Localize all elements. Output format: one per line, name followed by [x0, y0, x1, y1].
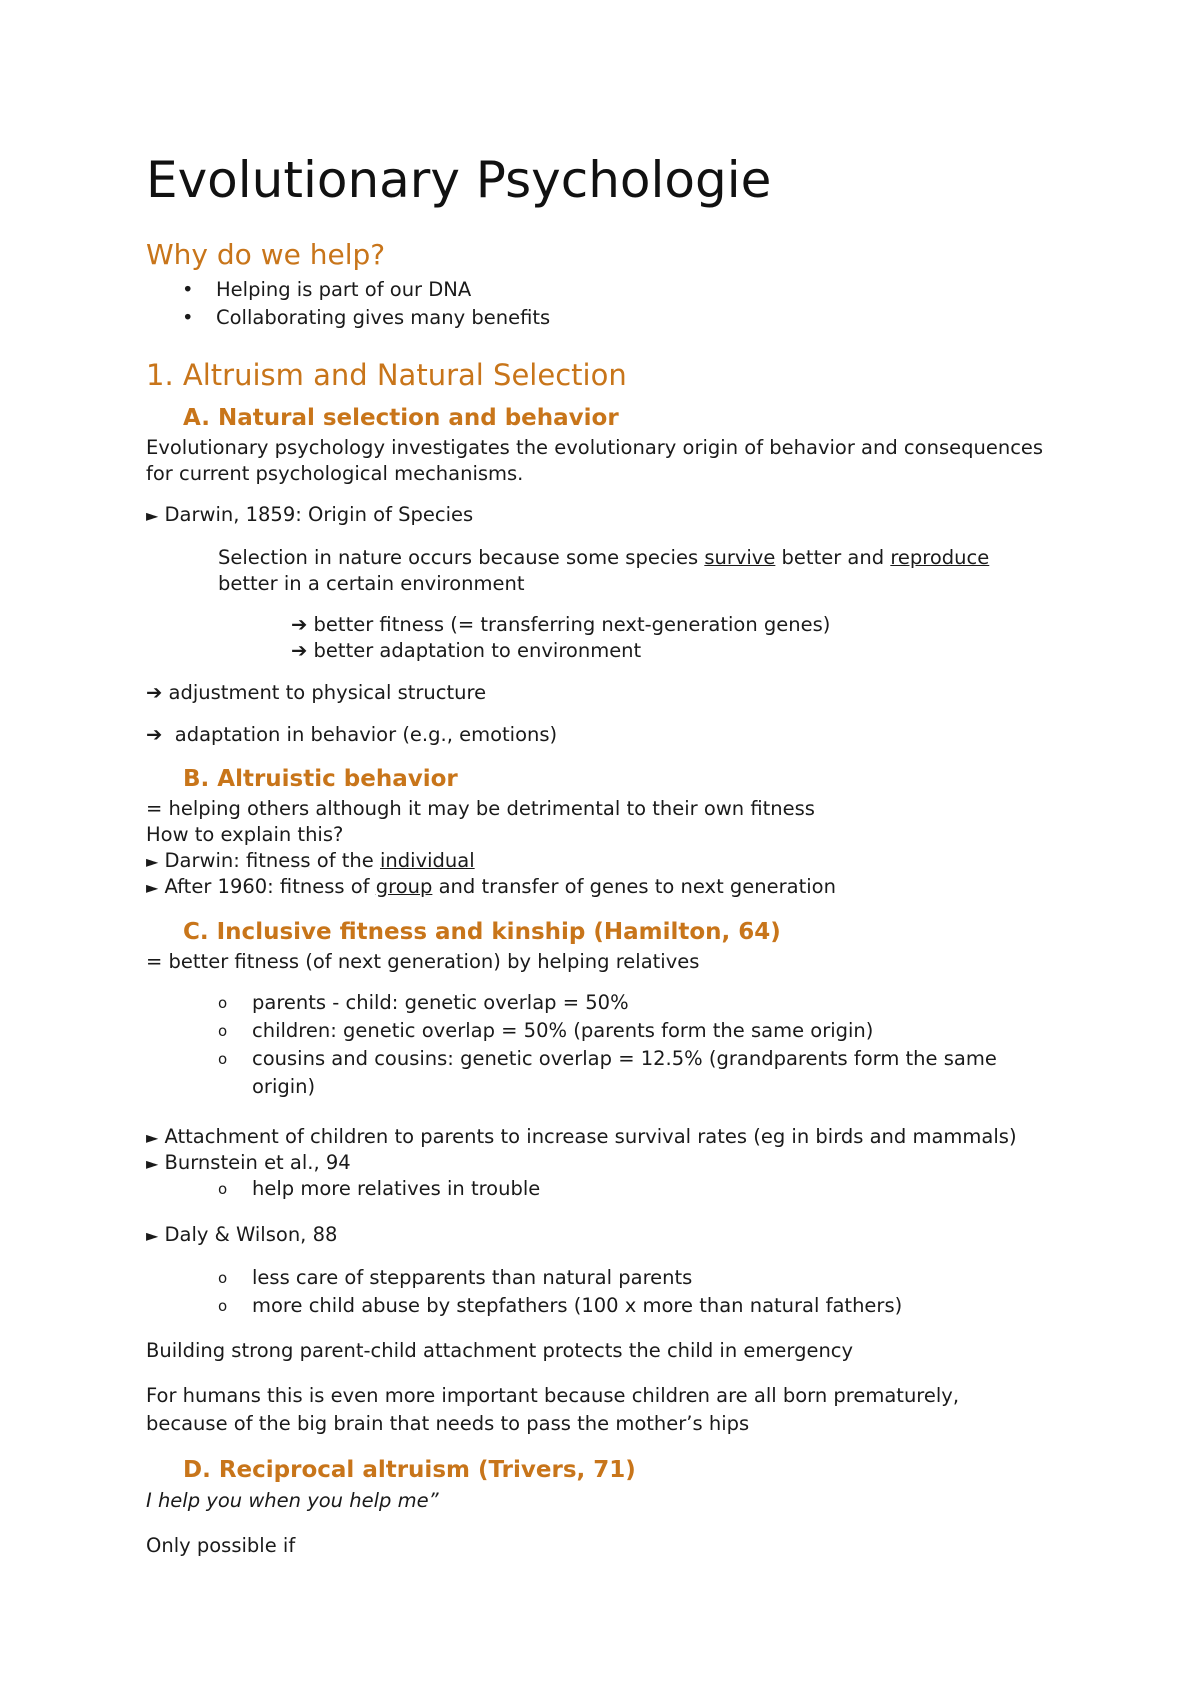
a-selection-line2: better in a certain environment: [218, 572, 525, 595]
subsection-b-heading: B. Altruistic behavior: [183, 766, 458, 792]
c-attachment-line: ► Attachment of children to parents to increase survival rates (eg in birds and mammals): [146, 1125, 1017, 1148]
c-item-1: o parents - child: genetic overlap = 50%: [218, 991, 629, 1014]
triangle-icon: ►: [146, 852, 159, 871]
bullet-icon: •: [182, 278, 194, 301]
a-intro-line2: for current psychological mechanisms.: [146, 462, 524, 485]
d-quote: I help you when you help me”: [146, 1489, 439, 1512]
b-after-line: ► After 1960: fitness of group and transfer of genes to next generation: [146, 875, 836, 898]
circle-bullet-icon: o: [218, 994, 228, 1012]
b-line2: How to explain this?: [146, 823, 344, 846]
circle-bullet-icon: o: [218, 1297, 228, 1315]
c-burnstein-item: o help more relatives in trouble: [218, 1177, 541, 1200]
a-arrow-fitness: ➔ better fitness (= transferring next-generation genes): [291, 613, 831, 636]
c-building-line: Building strong parent-child attachment protects the child in emergency: [146, 1339, 854, 1362]
a-arrow-behavior: ➔ adaptation in behavior (e.g., emotions): [146, 723, 558, 746]
c-burnstein-line: ► Burnstein et al., 94: [146, 1151, 351, 1174]
c-item-3: o cousins and cousins: genetic overlap = 12.5% (grandparents form the same: [218, 1047, 997, 1070]
c-daly-item-2: o more child abuse by stepfathers (100 x more than natural fathers): [218, 1294, 903, 1317]
triangle-icon: ►: [146, 1154, 159, 1173]
why-bullet-2: • Collaborating gives many benefits: [182, 306, 551, 329]
arrow-icon: ➔: [146, 723, 163, 746]
section1-heading: 1. Altruism and Natural Selection: [146, 358, 627, 392]
a-arrow-structure: ➔ adjustment to physical structure: [146, 681, 487, 704]
b-line1: = helping others although it may be detrimental to their own fitness: [146, 797, 815, 820]
a-intro-line1: Evolutionary psychology investigates the evolutionary origin of behavior and consequences: [146, 436, 1044, 459]
c-item-3-cont: origin): [252, 1075, 316, 1098]
d-only-line: Only possible if: [146, 1534, 296, 1557]
bullet-icon: •: [182, 306, 194, 329]
why-heading: Why do we help?: [146, 238, 386, 271]
arrow-icon: ➔: [291, 613, 308, 636]
c-daly-line: ► Daly & Wilson, 88: [146, 1223, 338, 1246]
circle-bullet-icon: o: [218, 1050, 228, 1068]
circle-bullet-icon: o: [218, 1269, 228, 1287]
arrow-icon: ➔: [291, 639, 308, 662]
triangle-icon: ►: [146, 1226, 159, 1245]
arrow-icon: ➔: [146, 681, 163, 704]
subsection-a-heading: A. Natural selection and behavior: [183, 405, 619, 431]
c-humans-line2: because of the big brain that needs to pass the mother’s hips: [146, 1412, 750, 1435]
c-daly-item-1: o less care of stepparents than natural parents: [218, 1266, 693, 1289]
circle-bullet-icon: o: [218, 1022, 228, 1040]
triangle-icon: ►: [146, 1128, 159, 1147]
subsection-d-heading: D. Reciprocal altruism (Trivers, 71): [183, 1457, 636, 1483]
circle-bullet-icon: o: [218, 1180, 228, 1198]
b-darwin-line: ► Darwin: fitness of the individual: [146, 849, 475, 872]
triangle-icon: ►: [146, 506, 159, 525]
triangle-icon: ►: [146, 878, 159, 897]
document-title: Evolutionary Psychologie: [146, 151, 772, 209]
why-bullet-1: • Helping is part of our DNA: [182, 278, 472, 301]
c-item-2: o children: genetic overlap = 50% (parents form the same origin): [218, 1019, 874, 1042]
c-line1: = better fitness (of next generation) by helping relatives: [146, 950, 700, 973]
subsection-c-heading: C. Inclusive fitness and kinship (Hamilton, 64): [183, 919, 781, 945]
a-darwin-line: ► Darwin, 1859: Origin of Species: [146, 503, 474, 526]
a-arrow-adaptation: ➔ better adaptation to environment: [291, 639, 642, 662]
a-selection-line1: Selection in nature occurs because some species survive better and reproduce: [218, 546, 990, 569]
c-humans-line1: For humans this is even more important because children are all born prematurely,: [146, 1384, 960, 1407]
